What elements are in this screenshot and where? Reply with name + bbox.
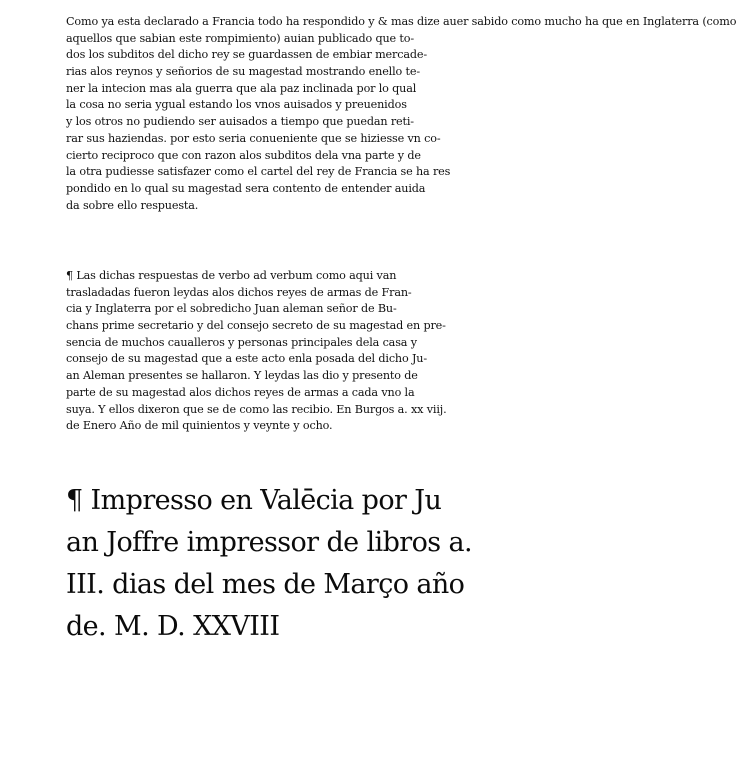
text-line: ¶ Las dichas respuestas de verbo ad verbum como aqui van <box>66 269 397 282</box>
colophon <box>66 480 506 648</box>
colophon-line: de. M. D. XXVIII <box>66 611 280 642</box>
text-line: suya. Y ellos dixeron que se de como las recibio. En Burgos a. xx viij. <box>66 402 447 416</box>
text-line: rar sus haziendas. por esto seria conueniente que se hiziesse vn co- <box>66 131 441 145</box>
text-line: la otra pudiesse satisfazer como el cartel del rey de Francia se ha res <box>66 165 451 179</box>
text-line: consejo de su magestad que a este acto enla posada del dicho Ju- <box>66 352 427 366</box>
text-line: ner la intecion mas ala guerra que ala paz inclinada por lo qual <box>66 81 417 95</box>
text-line: y los otros no pudiendo ser auisados a tiempo que puedan reti- <box>66 115 414 129</box>
text-line: de Enero Año de mil quinientos y veynte y ocho. <box>66 419 333 433</box>
colophon-line: ¶ Impresso en Valēcia por Ju <box>66 485 442 516</box>
text-line: aquellos que sabian este rompimiento) auian publicado que to- <box>66 31 414 45</box>
text-line: rias alos reynos y señorios de su magestad mostrando enello te- <box>66 65 420 79</box>
paragraph-response-to-france <box>66 14 736 214</box>
text-line: sencia de muchos caualleros y personas principales dela casa y <box>66 335 417 349</box>
text-line: chans prime secretario y del consejo secreto de su magestad en pre- <box>66 319 446 333</box>
text-line: Como ya esta declarado a Francia todo ha respondido y & mas dize auer sabido como mucho ha que en Inglaterra (como <box>66 15 736 28</box>
text-line: parte de su magestad alos dichos reyes de armas a cada vno la <box>66 385 415 399</box>
paragraph-reading-of-responses <box>66 268 512 435</box>
colophon-line: III. dias del mes de Março año <box>66 569 465 600</box>
text-line: da sobre ello respuesta. <box>66 198 199 212</box>
text-line: trasladadas fueron leydas alos dichos reyes de armas de Fran- <box>66 285 412 299</box>
text-line: pondido en lo qual su magestad sera contento de entender auida <box>66 181 426 195</box>
text-line: cierto reciproco que con razon alos subditos dela vna parte y de <box>66 148 421 162</box>
text-line: la cosa no seria ygual estando los vnos auisados y preuenidos <box>66 98 407 112</box>
text-line: an Aleman presentes se hallaron. Y leydas las dio y presento de <box>66 369 418 383</box>
text-line: cia y Inglaterra por el sobredicho Juan aleman señor de Bu- <box>66 302 397 316</box>
colophon-line: an Joffre impressor de libros a. <box>66 527 472 558</box>
text-line: dos los subditos del dicho rey se guardassen de embiar mercade- <box>66 48 427 62</box>
